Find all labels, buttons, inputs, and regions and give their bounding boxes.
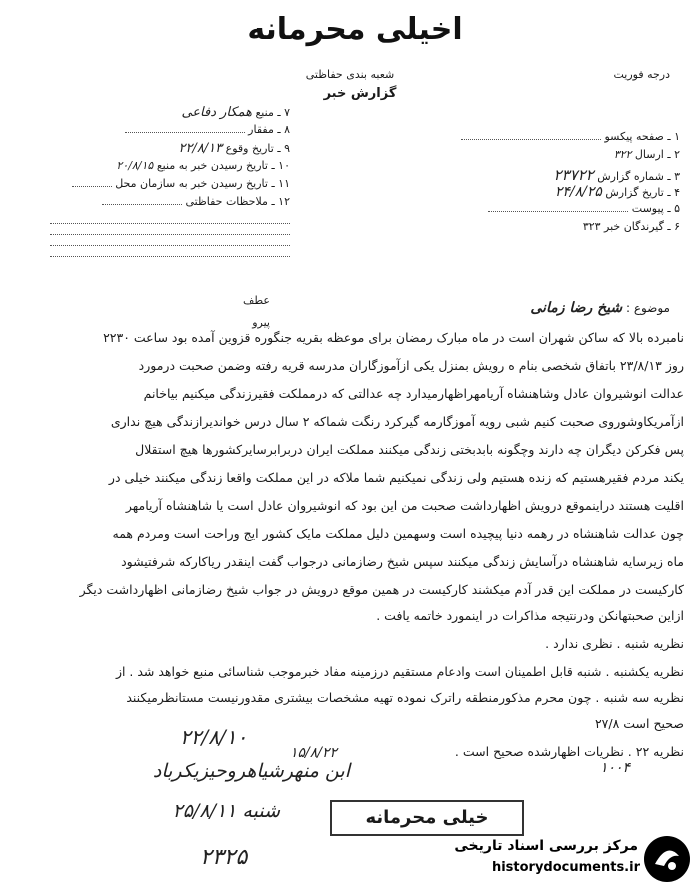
urgency-label: درجه فوریت <box>613 68 670 81</box>
left-field-row: ۹ ـ تاریخ وقوع ۲۲/۸/۱۳ <box>178 141 290 156</box>
handwritten-date: ۱۵/۸/۲۲ <box>290 745 338 761</box>
bottom-number: ۲۳۲۵ <box>200 845 248 870</box>
body-line: عدالت انوشیروان عادل وشاهنشاه آریامهراظهارمیدارد چه عدالتی که درمملکت فقیرزندگی میکنیم بیاخانم <box>143 386 684 401</box>
body-line: اقلیت هستند دراینموقع درویش اظهارداشت صحبت من این بود که انوشیروان عادل است یا شاهنشاه آریامهر <box>125 498 684 513</box>
handwritten-number: ۱۰۰۴ <box>600 760 631 776</box>
right-field-row: ۲ ـ ارسال ۳۲۲ <box>613 148 680 161</box>
bottom-classification-stamp: خیلی محرمانه <box>330 800 524 836</box>
left-field-row: ۱۱ ـ تاریخ رسیدن خبر به سازمان محل <box>40 177 290 195</box>
note-line: نظریه شنبه . نظری ندارد . <box>545 636 684 651</box>
body-line: ازاین صحبتهانکن ودرنتیجه مذاکرات در اینمورد خاتمه یافت . <box>376 608 684 623</box>
right-field-row: ۶ ـ گیرندگان خبر ۳۲۳ <box>582 220 680 233</box>
left-field-row: ۸ ـ مفقار <box>40 123 290 141</box>
left-field-row: ۱۰ ـ تاریخ رسیدن خبر به منبع ۲۰/۸/۱۵ <box>116 159 290 172</box>
ref-label: عطف <box>243 294 270 307</box>
handwritten-note-2: شنبه ۲۵/۸/۱۱ <box>172 800 280 822</box>
handwritten-note-1: ابن منهرشیاهروحیزیکرباد <box>152 760 350 782</box>
right-fields <box>395 130 680 238</box>
ref-label-2: پیرو <box>252 316 270 329</box>
right-field-row: ۴ ـ تاریخ گزارش ۲۴/۸/۲۵ <box>554 184 680 200</box>
subject-row: موضوع : شیخ رضا زمانی <box>530 300 670 316</box>
body-line: یکند مردم فقیرهستیم که زنده هستیم ولی زندگی نمیکنیم شما ملاکه در این مملکت واقعا زندگی میکنند خیلی در <box>108 470 684 485</box>
body-line: پس فکرکن دیگران چه دارند وچگونه بابدبختی زندگی میکنند مملکت ایران دربرابرسایرکشورها هیچ استقلال <box>135 442 684 457</box>
body-line: ازآمریکاوشوروی صحبت کنیم شبی رویه آموزگارمه گیرکرد رنگت شماکه ۲ سال درس خواندیرازندگی هیچ نداری <box>110 414 684 429</box>
note-line: نظریه ۲۲ . نظریات اظهارشده صحیح است . <box>454 744 684 759</box>
note-line: نظریه سه شنبه . چون محرم مذکورمنطقه راترک نموده تهیه مشخصات بیشتری مقدورنیست مستانظرمیکنند <box>126 690 684 705</box>
handwritten-signature: ۲۲/۸/۱۰ <box>180 725 248 749</box>
archive-logo-icon <box>642 834 692 884</box>
body-line: کارکیست در مملکت این قدر آدم میکشند کارکیست در همین موقع درویش در جواب شیخ رضازمانی اظهارداشت دیگر <box>79 582 684 597</box>
note-line: نظریه یکشنبه . شنبه قابل اطمینان است وادعام مستقیم درزمینه مفاد خبرموجب شناسائی منبع خواهد شد . از <box>115 664 684 679</box>
left-field-row: ۷ ـ منبع همکار دفاعی <box>181 105 290 120</box>
report-type: گزارش خبر <box>323 86 397 101</box>
body-line: چون عدالت شاهنشاه در رهمه دنیا پیچیده است وسهمین دلیل مملکت مایک کشور ایج وراحت است ومردم همه <box>112 526 684 541</box>
body-line: نامبرده بالا که ساکن شهران است در ماه مبارک رمضان برای موعظه بقریه جنگوره قزوین آمده بود ساعت ۲۲۳۰ <box>103 330 684 345</box>
body-line: ماه زیرسایه شاهنشاه درآسایش زندگی میکنند سپس شیخ رضازمانی درجواب گفت اینقدر ریاکارکه شرفتیشود <box>121 554 684 569</box>
top-classification-stamp: اخیلی محرمانه <box>247 12 463 47</box>
right-field-row: ۱ ـ صفحه پیکسو <box>395 130 680 148</box>
note-line: صحیح است ۲۷/۸ <box>594 716 684 731</box>
left-field-row: ۱۲ ـ ملاحظات حفاظتی <box>40 195 290 213</box>
body-line: روز ۲۳/۸/۱۳ باتفاق شخصی بنام ه رویش بمنزل یکی ازآموزگاران مدرسه قریه رفته وضمن صحبت درمورد <box>138 358 684 373</box>
watermark-url: historydocuments.ir <box>491 860 640 875</box>
watermark <box>430 832 695 887</box>
right-field-row: ۵ ـ پیوست <box>395 202 680 220</box>
right-field-row: ۳ ـ شماره گزارش ۲۳۷۲۲ <box>553 166 680 184</box>
department-subtitle: شعبه بندی حفاظتی <box>305 68 395 81</box>
left-fields <box>40 105 290 257</box>
watermark-title: مرکز بررسی اسناد تاریخی <box>454 838 638 854</box>
